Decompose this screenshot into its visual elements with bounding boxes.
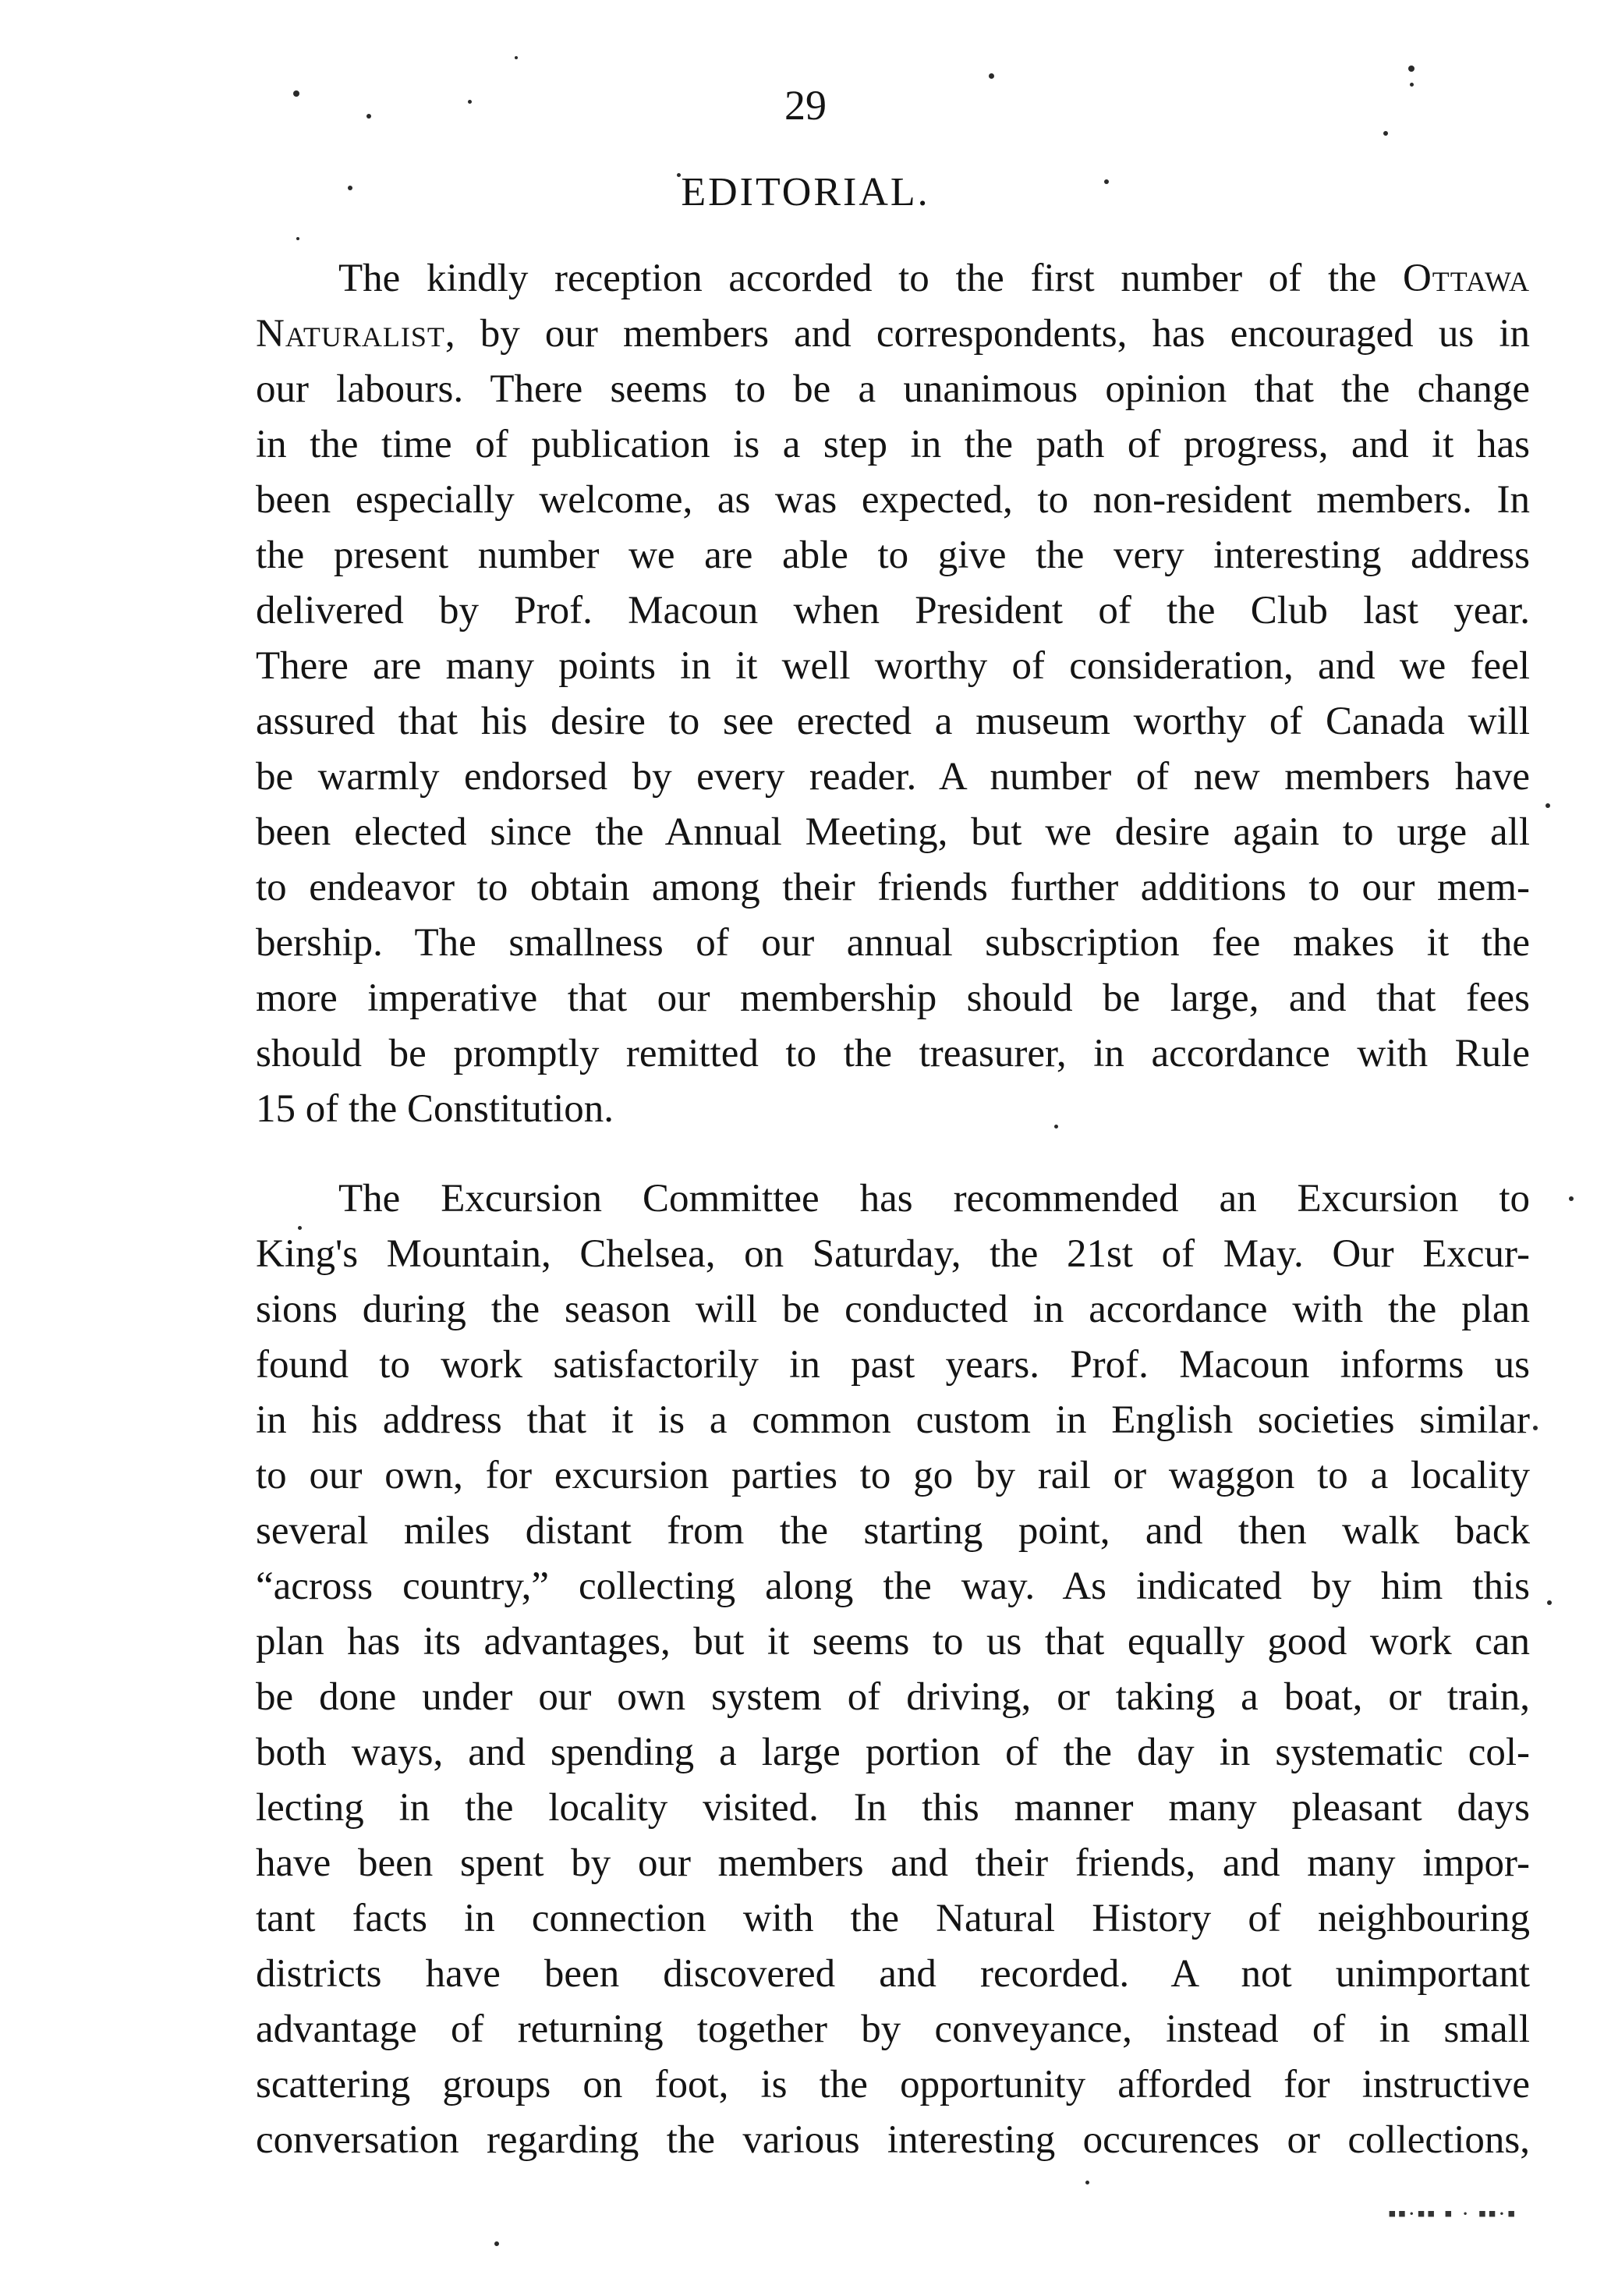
scan-speck bbox=[1085, 2181, 1089, 2184]
paragraph-line bbox=[256, 306, 1530, 362]
scan-speck bbox=[1533, 1426, 1538, 1430]
scan-speck bbox=[293, 90, 299, 97]
paragraph-line: been elected since the Annual Meeting, but we desire again to urge all bbox=[256, 810, 1530, 854]
scan-speck bbox=[1569, 1196, 1574, 1201]
paragraph-line: conversation regarding the various interesting occurences or collections, bbox=[256, 2118, 1530, 2162]
scan-speck bbox=[1410, 83, 1414, 87]
scan-speck bbox=[1383, 131, 1388, 136]
publication-name-part-2: Naturalist bbox=[256, 312, 445, 356]
paragraph-line: “across country,” collecting along the way. As indicated by him this bbox=[256, 1564, 1530, 1608]
paragraph-line: assured that his desire to see erected a museum worthy of Canada will bbox=[256, 700, 1530, 743]
scan-speck bbox=[1104, 179, 1109, 184]
scan-speck bbox=[1054, 1125, 1058, 1129]
paragraph-line: found to work satisfactorily in past years. Prof. Macoun informs us bbox=[256, 1343, 1530, 1387]
scan-speck bbox=[494, 2241, 499, 2246]
editorial-paragraph-2 bbox=[256, 1171, 1530, 2168]
scan-speck bbox=[1408, 66, 1414, 72]
paragraph-line: both ways, and spending a large portion of the day in systematic col- bbox=[256, 1731, 1530, 1774]
scan-speck bbox=[1545, 803, 1550, 808]
paragraph-line: bership. The smallness of our annual subscription fee makes it the bbox=[256, 921, 1530, 965]
page-number: 29 bbox=[784, 82, 827, 129]
paragraph-line: The Excursion Committee has recommended an Excursion to bbox=[338, 1177, 1530, 1221]
scan-speck bbox=[366, 114, 371, 119]
paragraph-line: There are many points in it well worthy of consideration, and we feel bbox=[256, 644, 1530, 688]
paragraph-line: advantage of returning together by conveyance, instead of in small bbox=[256, 2007, 1530, 2051]
scan-speck bbox=[296, 237, 299, 240]
paragraph-line: districts have been discovered and recorded. A not unimportant bbox=[256, 1952, 1530, 1996]
paragraph-line: more imperative that our membership should be large, and that fees bbox=[256, 976, 1530, 1020]
paragraph-line: several miles distant from the starting point, and then walk back bbox=[256, 1509, 1530, 1553]
publication-name-part-1: Ottawa bbox=[1402, 257, 1530, 300]
line-text: , by our members and correspondents, has encouraged us in bbox=[444, 312, 1530, 356]
page-heading: EDITORIAL. bbox=[681, 170, 930, 214]
editorial-paragraph-1 bbox=[256, 251, 1530, 1137]
paragraph-line: lecting in the locality visited. In this manner many pleasant days bbox=[256, 1786, 1530, 1830]
line-text: The kindly reception accorded to the first number of the bbox=[338, 257, 1403, 300]
paragraph-line: been especially welcome, as was expected, to non-resident members. In bbox=[256, 478, 1530, 522]
paragraph-line: scattering groups on foot, is the opportunity afforded for instructive bbox=[256, 2063, 1530, 2106]
paragraph-line: should be promptly remitted to the treasurer, in accordance with Rule bbox=[256, 1032, 1530, 1075]
paragraph-line: King's Mountain, Chelsea, on Saturday, the 21st of May. Our Excur- bbox=[256, 1232, 1530, 1276]
paragraph-line: the present number we are able to give the very interesting address bbox=[256, 533, 1530, 577]
paragraph-line: to our own, for excursion parties to go by rail or waggon to a locality bbox=[256, 1454, 1530, 1497]
paragraph-line: 15 of the Constitution. bbox=[256, 1087, 614, 1131]
scan-speck bbox=[515, 56, 518, 59]
scan-speck bbox=[348, 186, 352, 190]
paragraph-line: sions during the season will be conducted in accordance with the plan bbox=[256, 1288, 1530, 1331]
scan-speck bbox=[677, 173, 681, 177]
paragraph-line: have been spent by our members and their friends, and many impor- bbox=[256, 1841, 1530, 1885]
scan-speck bbox=[468, 100, 472, 104]
paragraph-line: be done under our own system of driving, or taking a boat, or train, bbox=[256, 1675, 1530, 1719]
paragraph-line: in the time of publication is a step in the path of progress, and it has bbox=[256, 423, 1530, 466]
paragraph-line: in his address that it is a common custom in English societies similar bbox=[256, 1398, 1530, 1442]
paragraph-line: our labours. There seems to be a unanimous opinion that the change bbox=[256, 367, 1530, 411]
paragraph-line: be warmly endorsed by every reader. A number of new members have bbox=[256, 755, 1530, 799]
scan-speck bbox=[298, 1226, 302, 1230]
scan-speck bbox=[1547, 1600, 1552, 1605]
paragraph-line: delivered by Prof. Macoun when President of the Club last year. bbox=[256, 589, 1530, 632]
paragraph-line: plan has its advantages, but it seems to us that equally good work can bbox=[256, 1620, 1530, 1664]
paragraph-line: tant facts in connection with the Natural History of neighbouring bbox=[256, 1897, 1530, 1940]
paragraph-line bbox=[256, 251, 1530, 306]
scan-speck bbox=[989, 73, 994, 79]
paragraph-line: to endeavor to obtain among their friends further additions to our mem- bbox=[256, 866, 1530, 909]
scan-artifact: ▪▪·▪▪ ▪ · ▪▪·▪ bbox=[1388, 2201, 1517, 2227]
